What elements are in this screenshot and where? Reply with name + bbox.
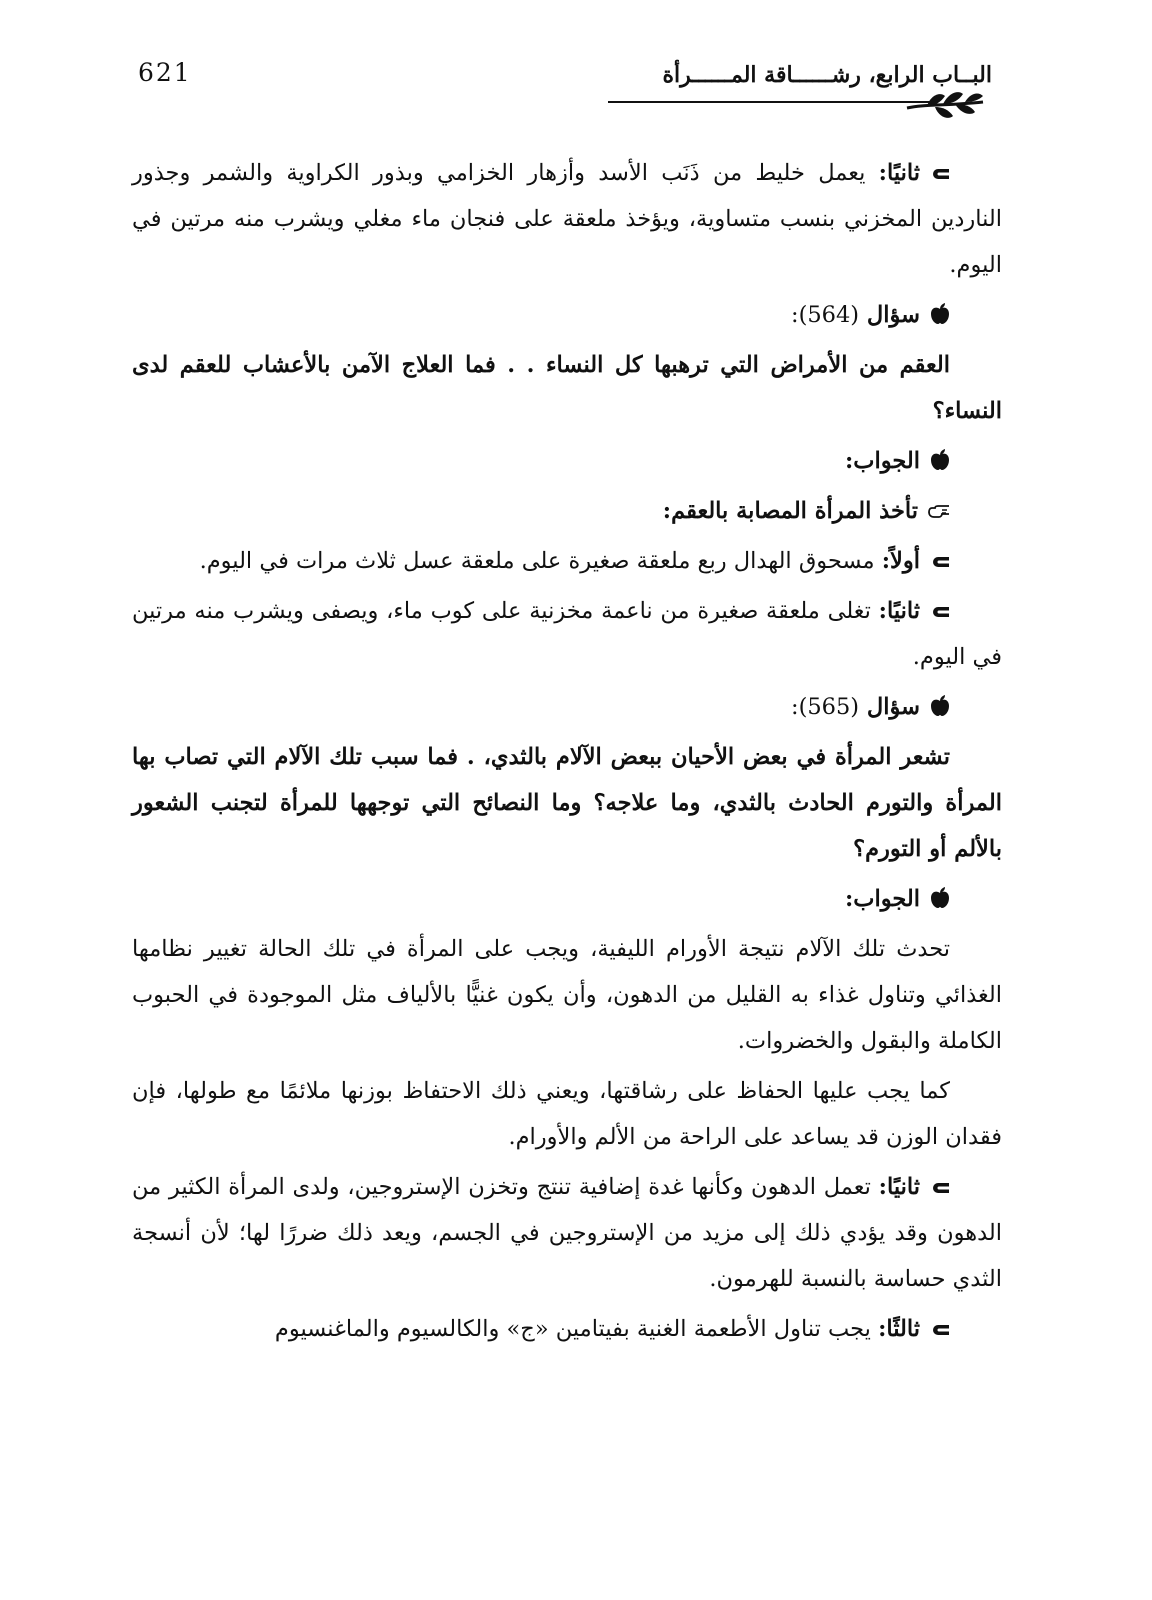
paragraph-text: تعمل الدهون وكأنها غدة إضافية تنتج وتخزن الإستروجين، ولدى المرأة الكثير من الدهون وقد يؤدي ذلك إلى مزيد من الإستروجين في الجسم، ويعد ذلك ضررًا لها؛ لأن أنسجة الثدي حساسة بالنسبة للهرمون. xyxy=(132,1174,1002,1292)
pointer-bullet-icon xyxy=(932,555,950,569)
question-heading xyxy=(132,684,950,730)
running-header: البــاب الرابع، رشــــــاقة المــــــرأة xyxy=(662,62,992,88)
question-heading xyxy=(132,292,950,338)
question-number: (564): xyxy=(790,302,860,328)
paragraph-text: يجب تناول الأطعمة الغنية بفيتامين «ج» والكالسيوم والماغنسيوم xyxy=(274,1316,879,1342)
paragraph: كما يجب عليها الحفاظ على رشاقتها، ويعني ذلك الاحتفاظ بوزنها ملائمًا مع طولها، فإن فقدان الوزن قد يساعد على الراحة من الألم والأورام. xyxy=(132,1078,1002,1150)
paragraph-label: ثالثًا: xyxy=(878,1316,920,1342)
paragraph-label: أولاً: xyxy=(881,548,920,574)
apple-icon xyxy=(930,303,950,325)
paragraph: تحدث تلك الآلام نتيجة الأورام الليفية، ويجب على المرأة في تلك الحالة تغيير نظامها الغذائي وتناول غذاء به القليل من الدهون، وأن يكون غنيًّا بالألياف مثل الموجودة في الحبوب الكاملة والبقول والخضروات. xyxy=(132,936,1002,1054)
paragraph-label: ثانيًا: xyxy=(878,1174,920,1200)
paragraph-text: تغلى ملعقة صغيرة من ناعمة مخزنية على كوب ماء، ويصفى ويشرب منه مرتين في اليوم. xyxy=(132,598,1002,670)
question-number: (565): xyxy=(790,694,860,720)
paragraph-label: ثانيًا: xyxy=(878,598,920,624)
page-number: 621 xyxy=(138,58,192,87)
pointing-hand-icon xyxy=(928,501,950,521)
answer-heading xyxy=(132,876,950,922)
paragraph xyxy=(132,1306,1002,1352)
apple-icon xyxy=(930,887,950,909)
subheading-text: تأخذ المرأة المصابة بالعقم: xyxy=(662,498,918,524)
pointer-bullet-icon xyxy=(932,605,950,619)
answer-label: الجواب: xyxy=(845,448,920,474)
question-text: تشعر المرأة في بعض الأحيان ببعض الآلام بالثدي، . فما سبب تلك الآلام التي تصاب بها المرأة والتورم الحادث بالثدي، وما علاجه؟ وما النصائح التي توجهها للمرأة لتجنب الشعور بالألم أو التورم؟ xyxy=(132,744,1002,862)
page-content xyxy=(132,150,1002,1356)
paragraph-label: ثانيًا: xyxy=(878,160,920,186)
question-label: سؤال xyxy=(866,302,920,328)
paragraph-text: يعمل خليط من ذَنَب الأسد وأزهار الخزامي وبذور الكراوية والشمر وجذور الناردين المخزني بنسب متساوية، ويؤخذ ملعقة على فنجان ماء مغلي ويشرب منه مرتين في اليوم. xyxy=(132,160,1002,278)
leaf-ornament-icon xyxy=(905,90,985,122)
apple-icon xyxy=(930,695,950,717)
paragraph-text: مسحوق الهدال ربع ملعقة صغيرة على ملعقة عسل ثلاث مرات في اليوم. xyxy=(199,548,882,574)
paragraph xyxy=(132,538,1002,584)
question-label: سؤال xyxy=(866,694,920,720)
question-text: العقم من الأمراض التي ترهبها كل النساء . . فما العلاج الآمن بالأعشاب للعقم لدى النساء؟ xyxy=(132,352,1002,424)
pointer-bullet-icon xyxy=(932,1323,950,1337)
paragraph xyxy=(132,588,1002,680)
pointer-bullet-icon xyxy=(932,1181,950,1195)
paragraph xyxy=(132,150,1002,288)
paragraph xyxy=(132,1164,1002,1302)
apple-icon xyxy=(930,449,950,471)
header-rule xyxy=(608,101,938,103)
answer-heading xyxy=(132,438,950,484)
subheading xyxy=(132,488,950,534)
pointer-bullet-icon xyxy=(932,167,950,181)
answer-label: الجواب: xyxy=(845,886,920,912)
